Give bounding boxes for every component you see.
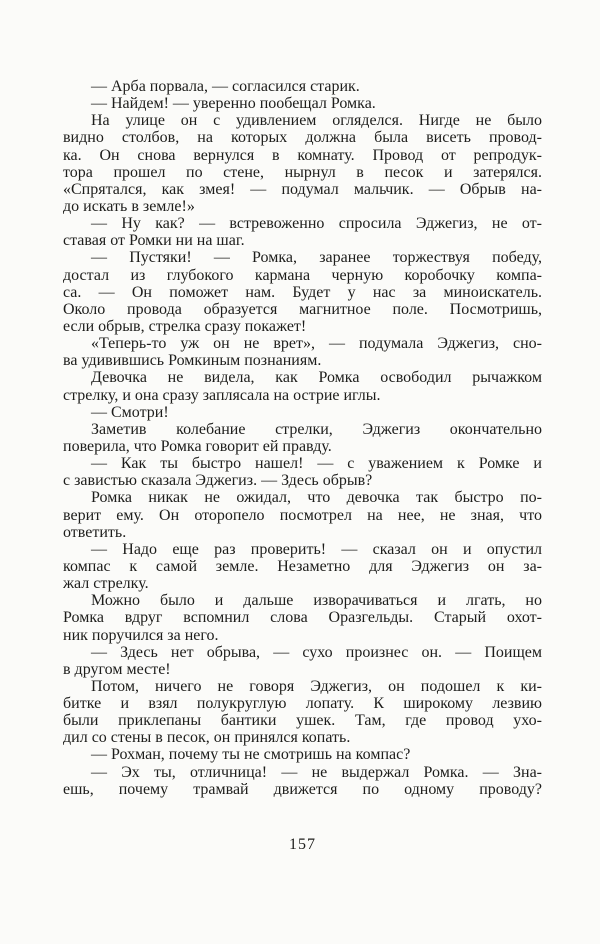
text-line: — Здесь нет обрыва, — сухо произнес он. — Поищем [91, 643, 542, 661]
text-line: если обрыв, стрелка сразу покажет! [63, 317, 307, 335]
text-line: — Как ты быстро нашел! — с уважением к Ромке и [91, 455, 542, 473]
text-line: — Эх ты, отличница! — не выдержал Ромка. — Зна- [91, 763, 542, 781]
text-line: — Арба порвала, — согласился старик. [91, 78, 360, 95]
text-line: — Рохман, почему ты не смотришь на компас? [91, 746, 411, 764]
text-line: верит ему. Он оторопело посмотрел на нее, не зная, что [63, 506, 542, 524]
text-line: «Спрятался, как змея! — подумал мальчик. — Обрыв на- [63, 180, 542, 198]
text-line: Потом, ничего не говоря Эджегиз, он подошел к ки- [91, 677, 542, 695]
page-number: 157 [289, 836, 316, 853]
text-line: са. — Он поможет нам. Будет у нас за миноискатель. [63, 283, 542, 301]
text-line: ответить. [63, 523, 127, 541]
text-line: достал из глубокого кармана черную коробочку компа- [63, 266, 542, 284]
text-line: тора прошел по стене, нырнул в песок и затерялся. [63, 163, 542, 181]
page-text [63, 78, 542, 798]
text-line: ка. Он снова вернулся в комнату. Провод от репродук- [63, 146, 542, 164]
text-line: жал стрелку. [63, 575, 149, 593]
text-line: — Ну как? — встревоженно спросила Эджегиз, не от- [91, 215, 542, 233]
text-line: Можно было и дальше изворачиваться и лгать, но [91, 592, 542, 610]
text-line: «Теперь-то уж он не врет», — подумала Эджегиз, сно- [91, 335, 542, 353]
text-line: Около провода образуется магнитное поле. Посмотришь, [63, 300, 542, 318]
text-line: — Смотри! [91, 403, 169, 421]
text-line: — Пустяки! — Ромка, заранее торжествуя победу, [91, 249, 542, 267]
text-line: стрелку, и она сразу заплясала на острие иглы. [63, 386, 381, 404]
text-line: ешь, почему трамвай движется по одному проводу? [63, 780, 542, 798]
text-line: Девочка не видела, как Ромка освободил рычажком [91, 369, 542, 387]
text-line: ник поручился за него. [63, 626, 219, 644]
text-line: компас к самой земле. Незаметно для Эджегиз он за- [63, 557, 542, 575]
text-line: — Надо еще раз проверить! — сказал он и опустил [91, 540, 542, 558]
text-line: ставая от Ромки ни на шаг. [63, 232, 245, 250]
text-line: видно столбов, на которых должна была висеть провод- [63, 129, 542, 147]
text-line: поверила, что Ромка говорит ей правду. [63, 437, 332, 455]
text-line: Ромка вдруг вспомнил слова Оразгельды. Старый охот- [63, 609, 542, 627]
text-line: до искать в земле!» [63, 197, 195, 215]
text-line: дил со стены в песок, он принялся копать. [63, 729, 351, 747]
text-line: в другом месте! [63, 660, 171, 678]
text-line: битке и взял полукруглую лопату. К широкому лезвию [63, 695, 542, 713]
text-line: с завистью сказала Эджегиз. — Здесь обрыв? [63, 472, 373, 490]
text-line: были приклепаны бантики ушек. Там, где провод ухо- [63, 712, 542, 730]
text-line: — Найдем! — уверенно пообещал Ромка. [91, 95, 376, 113]
text-line: На улице он с удивлением огляделся. Нигде не было [91, 112, 542, 130]
text-line: Заметив колебание стрелки, Эджегиз окончательно [91, 420, 542, 438]
text-line: ва удивившись Ромкиным познаниям. [63, 352, 322, 370]
text-line: Ромка никак не ожидал, что девочка так быстро по- [91, 489, 542, 507]
